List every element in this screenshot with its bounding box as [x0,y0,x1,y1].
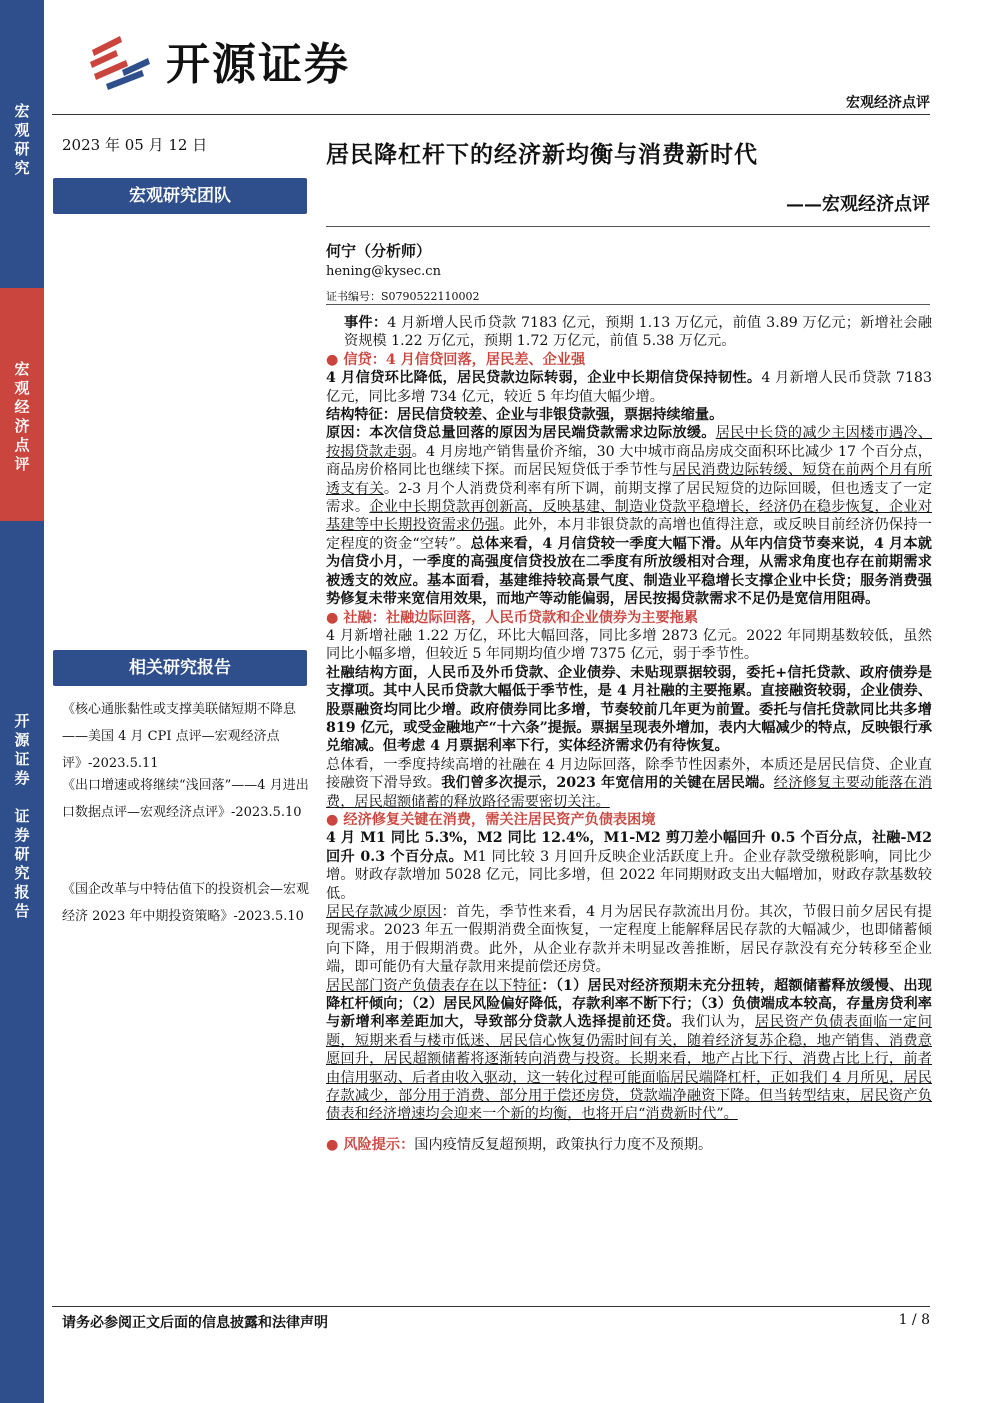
analyst-divider [326,304,930,305]
related-report-3[interactable]: 《国企改革与中特估值下的投资机会—宏观经济 2023 年中期投资策略》-2023.5.10 [62,882,310,924]
risk-paragraph: ● 风险提示：国内疫情反复超预期，政策执行力度不及预期。 [326,1136,713,1153]
event-paragraph: 事件：4 月新增人民币贷款 7183 亿元，预期 1.13 万亿元，前值 3.89 万亿元；新增社会融资规模 1.22 万亿元，预期 1.72 万亿元，前值 5.38 万亿元。 [344,315,932,350]
credit-p3: 原因：本次信贷总量回落的原因为居民端贷款需求边际放缓。居民中长贷的减少主因楼市遇冷、按揭贷款走弱。4 月房地产销售量价齐缩，30 大中城市商品房成交面积环比减少 17 个百分点，商品房价格同比也继续下探。而居民短贷低于季节性与居民消费边际转缓、短贷在前两个月有所透支有关。2-3 月个人消费贷利率有所下调，前期支撑了居民短贷的边际回暖，但也透支了一定需求。企业中长期贷款再创新高，反映基建、制造业贷款平稳增长，经济仍在稳步恢复，企业对基建等中长期投资需求仍强。此外，本月非银贷款的高增也值得注意，或反映目前经济仍保持一定程度的资金“空转”。总体来看，4 月信贷较一季度大幅下滑。从年内信贷节奏来说，4 月本就为信贷小月，一季度的高强度信贷投放在二季度有所放缓相对合理，从需求角度也存在前期需求被透支的效应。基本面看，基建维持较高景气度、制造业平稳增长支撑企业中长贷；服务消费强势修复未带来宽信用效果，而地产等动能偏弱，居民按揭贷款需求不足仍是宽信用阻碍。 [326,425,932,608]
bullet-icon: ● [326,1136,339,1153]
sidebar-label-top: 宏 观 研 究 [14,102,30,177]
section-consumption-heading: ● 经济修复关键在消费，需关注居民资产负债表困境 [326,811,656,828]
related-reports-label: 相关研究报告 [53,650,307,686]
credit-p1: 4 月信贷环比降低，居民贷款边际转弱，企业中长期信贷保持韧性。4 月新增人民币贷款 7183 亿元，同比多增 734 亿元，较近 5 年均值大幅少增。 [326,370,932,405]
consumption-p2: 居民存款减少原因：首先，季节性来看，4 月为居民存款流出月份。其次，节假日前夕居民有提现需求。2023 年五一假期消费全面恢复，一定程度上能解释居民存款的大幅减少，也即储蓄倾向下降，用于假期消费。此外，从企业存款并未明显改善推断，居民存款没有充分转移至企业端，即可能仍有大量存款用来提前偿还房贷。 [326,904,932,976]
related-report-1[interactable]: 《核心通胀黏性或支撑美联储短期不降息——美国 4 月 CPI 点评—宏观经济点评》-2023.5.11 [62,702,297,771]
brand-name: 开源证券 [166,39,350,90]
bullet-icon: ● [326,609,339,626]
analyst-email[interactable]: hening@kysec.cn [326,264,441,279]
footer-divider [52,1306,930,1307]
section-credit-heading: ● 信贷：4 月信贷回落，居民差、企业强 [326,351,586,368]
section-tsf-heading: ● 社融：社融边际回落，人民币贷款和企业债券为主要拖累 [326,609,699,626]
tsf-p1: 4 月新增社融 1.22 万亿，环比大幅回落，同比多增 2873 亿元。2022 年同期基数较低，虽然同比小幅多增，但较近 5 年同期均值少增 7375 亿元，弱于季节性。 [326,627,932,663]
analyst-cert: 证书编号：S0790522110002 [326,290,480,303]
left-sidebar [0,0,44,1403]
bullet-icon: ● [326,811,339,828]
tsf-p3: 总体看，一季度持续高增的社融在 4 月边际回落，除季节性因素外，本质还是居民信贷、企业直接融资下滑导致。我们曾多次提示，2023 年宽信用的关键在居民端。经济修复主要动能落在消费，居民超额储蓄的释放路径需要密切关注。 [326,756,932,810]
credit-p2: 结构特征：居民信贷较差、企业与非银贷款强，票据持续缩量。 [326,407,724,424]
bullet-icon: ● [326,351,339,368]
analyst-name: 何宁（分析师） [326,242,432,260]
page-number: 1 / 8 [898,1312,930,1328]
report-subtitle: ——宏观经济点评 [786,194,930,215]
footer-disclaimer[interactable]: 请务必参阅正文后面的信息披露和法律声明 [62,1315,328,1331]
brand-logo-icon [86,30,156,90]
consumption-p3: 居民部门资产负债表存在以下特征：（1）居民对经济预期未充分扭转，超额储蓄释放缓慢、出现降杠杆倾向；（2）居民风险偏好降低，存款利率不断下行；（3）负债端成本较高，存量房贷利率与新增利率差距加大，导致部分贷款人选择提前还贷。我们认为，居民资产负债表面临一定问题，短期来看与楼市低迷、居民信心恢复仍需时间有关，随着经济复苏企稳，地产销售、消费意愿回升，居民超额储蓄将逐渐转向消费与投资。长期来看，地产占比下行、消费占比上行，前者由信用驱动、后者由收入驱动，这一转化过程可能面临居民端降杠杆，正如我们 4 月所见，居民存款减少，部分用于消费、部分用于偿还房贷，贷款端净融资下降。但当转型结束，居民资产负债表和经济增速均会迎来一个新的均衡，也将开启“消费新时代”。 [326,977,932,1123]
report-title: 居民降杠杆下的经济新均衡与消费新时代 [326,141,758,168]
report-body [326,314,932,1154]
header-category: 宏观经济点评 [846,95,930,111]
report-date: 2023 年 05 月 12 日 [62,136,208,154]
title-divider [326,226,930,227]
header-divider [52,114,930,115]
related-report-2[interactable]: 《出口增速或将继续“浅回落”——4 月进出口数据点评—宏观经济点评》-2023.5.10 [62,778,309,820]
tsf-p2: 社融结构方面，人民币及外币贷款、企业债券、未贴现票据较弱，委托+信托贷款、政府债券是支撑项。其中人民币贷款大幅低于季节性，是 4 月社融的主要拖累。直接融资较弱，企业债券、股票融资均同比少增。政府债券同比多增，节奏较前几年更为前置。委托与信托贷款同比共多增 819 亿元，或受金融地产“十六条”提振。票据呈现表外增加，表内大幅减少的特点，反映银行承兑缩减。但考虑 4 月票据利率下行，实体经济需求仍有待恢复。 [326,664,932,755]
sidebar-label-middle: 宏 观 经 济 点 评 [14,360,30,473]
sidebar-label-bottom: 开 源 证 券 证 券 研 究 报 告 [14,712,30,920]
team-label: 宏观研究团队 [53,178,307,214]
consumption-p1: 4 月 M1 同比 5.3%，M2 同比 12.4%，M1-M2 剪刀差小幅回升 0.5 个百分点，社融-M2 回升 0.3 个百分点。M1 同比较 3 月回升反映企业活跃度上升。企业存款受缴税影响，同比少增。财政存款增加 5028 亿元，同比多增，但 2022 年同期财政支出大幅增加，财政存款基数较低。 [326,830,932,902]
